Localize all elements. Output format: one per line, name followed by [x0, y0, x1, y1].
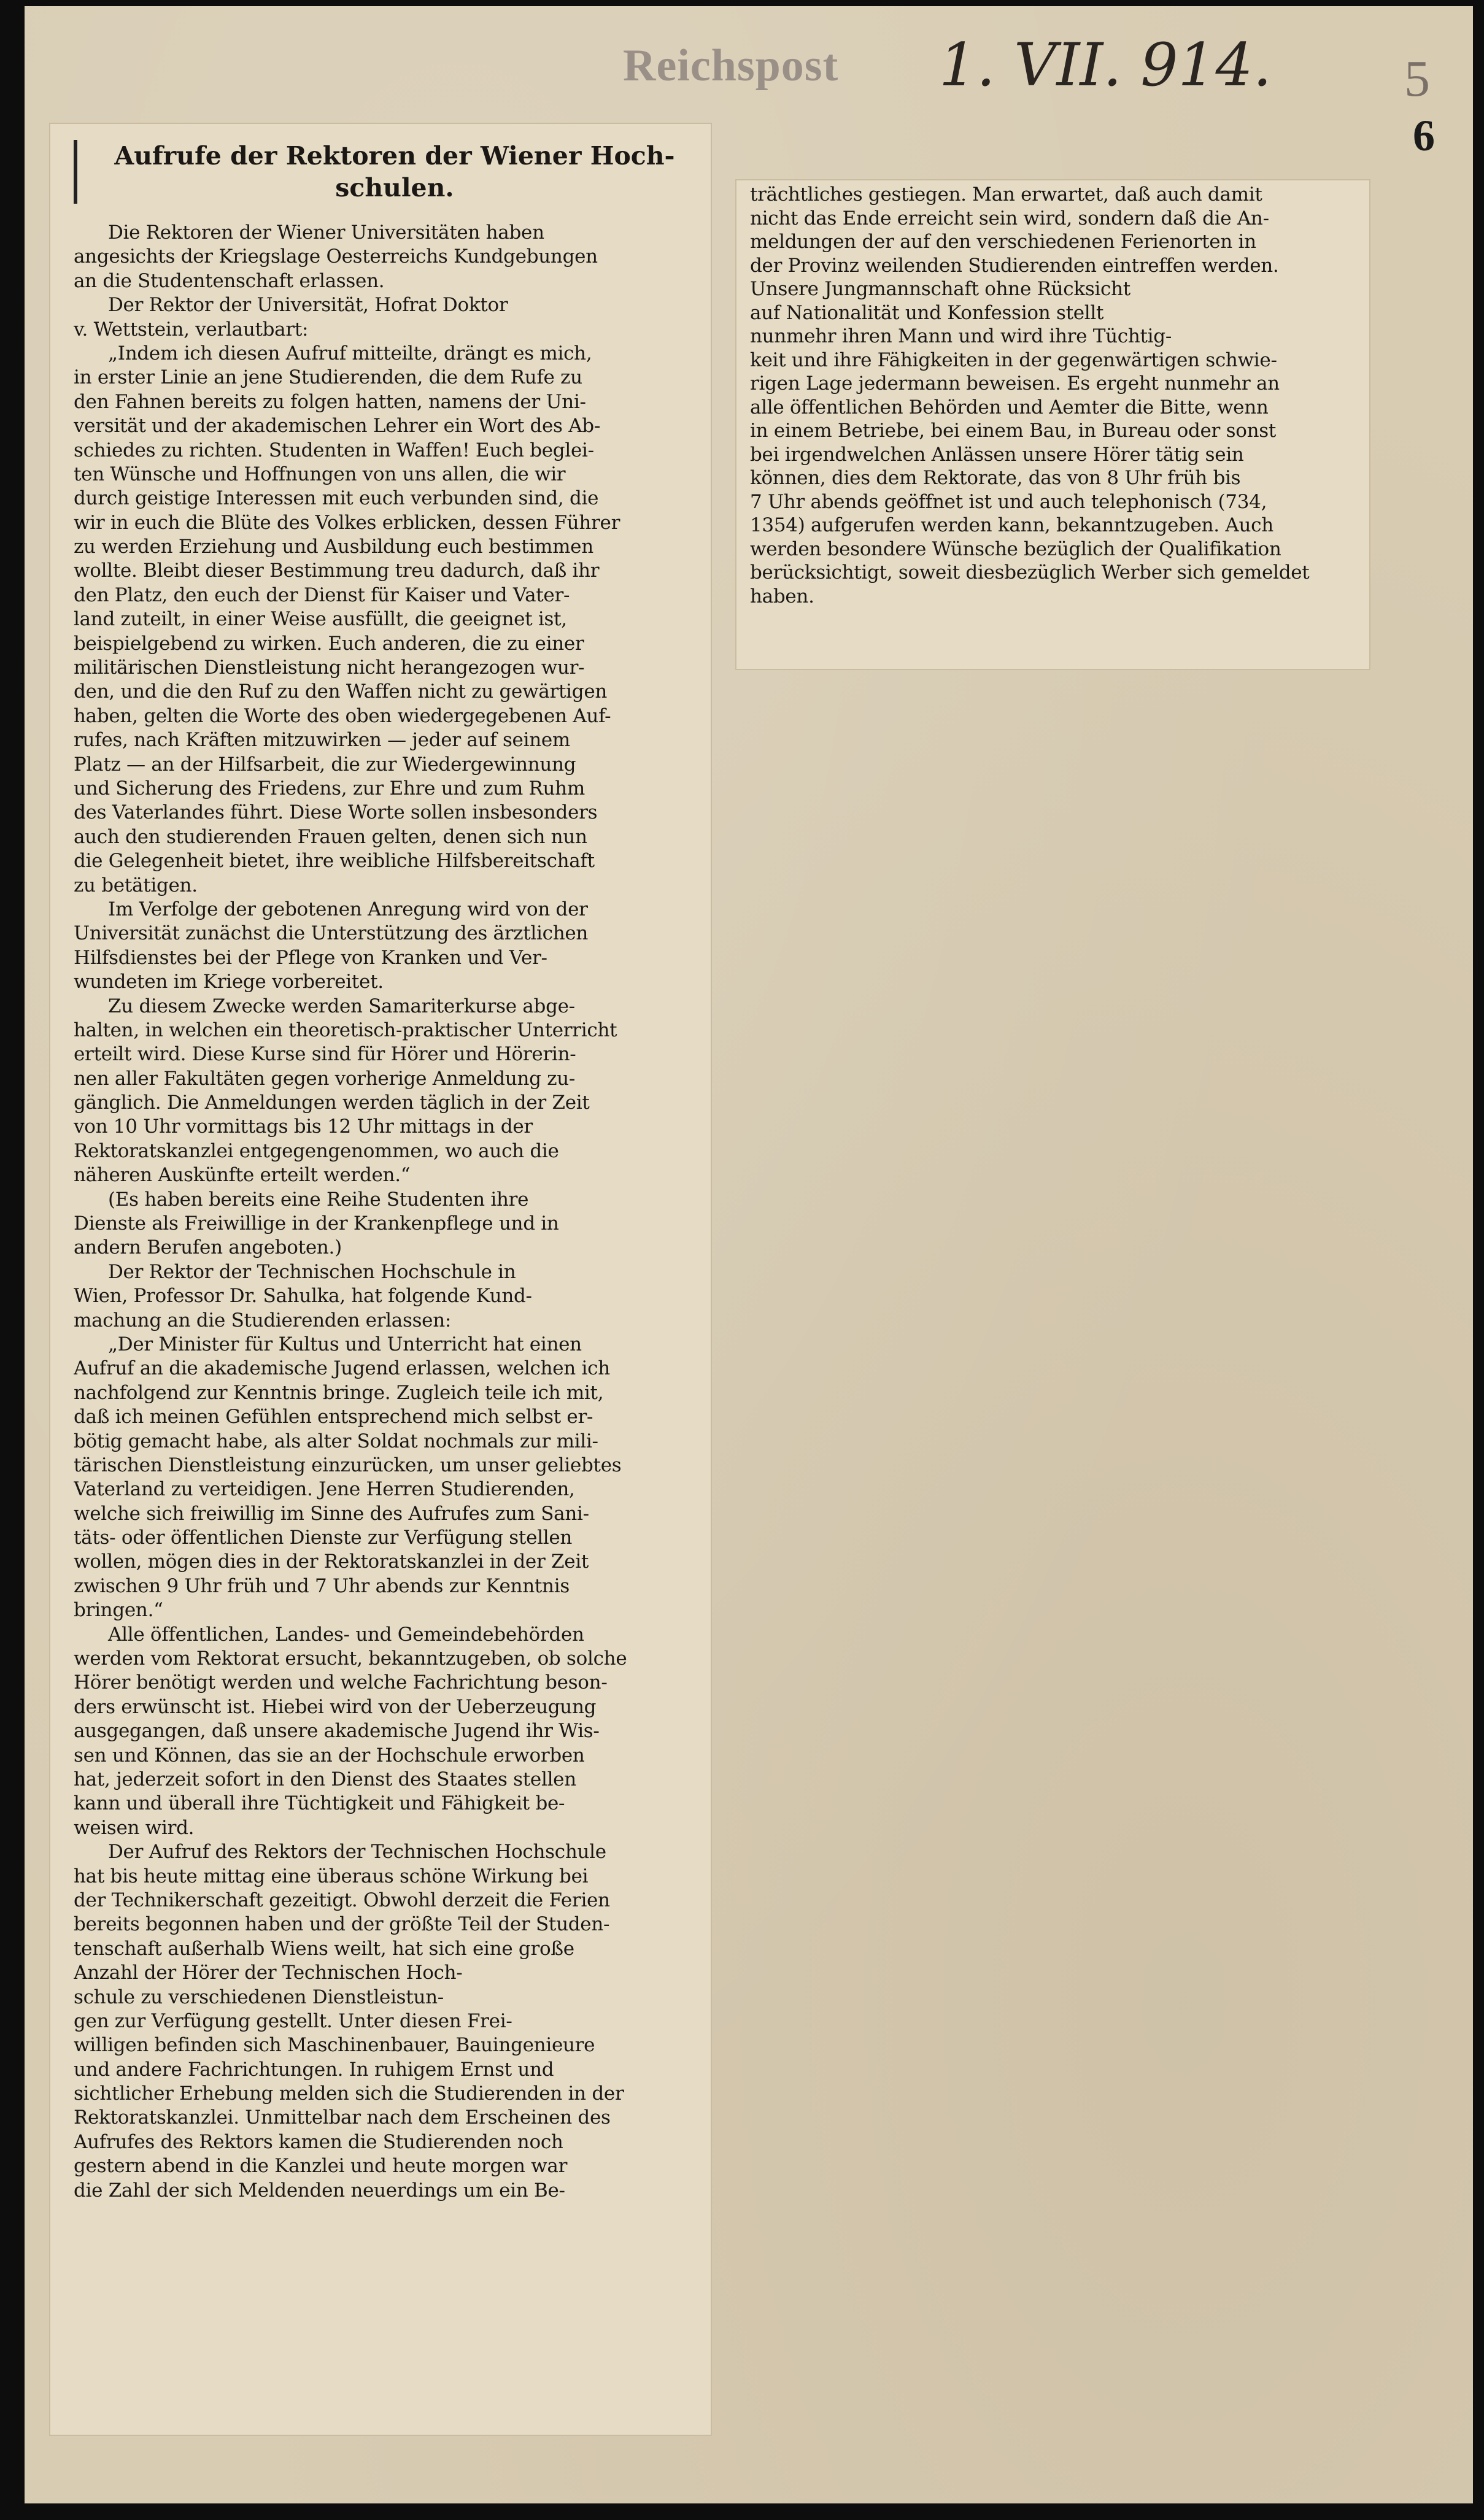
text-line: auch den studierenden Frauen gelten, denen sich nun [74, 825, 587, 848]
text-line: in erster Linie an jene Studierenden, die dem Rufe zu [74, 366, 582, 389]
text-line: bereits begonnen haben und der größte Teil der Studen- [74, 1913, 610, 1936]
text-line: Rektoratskanzlei. Unmittelbar nach dem Erscheinen des [74, 2106, 611, 2129]
text-line: Rektoratskanzlei entgegengenommen, wo auch die [74, 1139, 559, 1162]
text-line: bringen.“ [74, 1599, 163, 1622]
text-line: keit und ihre Fähigkeiten in der gegenwärtigen schwie- [750, 349, 1277, 371]
text-line: Alle öffentlichen, Landes- und Gemeindebehörden [108, 1623, 584, 1646]
text-line: Aufruf an die akademische Jugend erlassen, welchen ich [74, 1357, 610, 1380]
page-number-crossed: 5 [1404, 50, 1430, 107]
text-line: gestern abend in die Kanzlei und heute morgen war [74, 2155, 568, 2178]
text-line: Hörer benötigt werden und welche Fachrichtung beson- [74, 1671, 608, 1694]
text-line: halten, in welchen ein theoretisch-praktischer Unterricht [74, 1019, 617, 1041]
text-line: nunmehr ihren Mann und wird ihre Tüchtig- [750, 325, 1172, 347]
text-line: näheren Auskünfte erteilt werden.“ [74, 1164, 411, 1187]
text-line: Hilfsdienstes bei der Pflege von Kranken und Ver- [74, 946, 547, 969]
text-line: ausgegangen, daß unsere akademische Jugend ihr Wis- [74, 1720, 600, 1743]
text-line: zwischen 9 Uhr früh und 7 Uhr abends zur Kenntnis [74, 1574, 570, 1597]
text-line: zu betätigen. [74, 874, 198, 896]
text-line: nen aller Fakultäten gegen vorherige Anmeldung zu- [74, 1067, 576, 1090]
text-line: sichtlicher Erhebung melden sich die Studierenden in der [74, 2083, 624, 2105]
text-line: Die Rektoren der Wiener Universitäten haben [108, 222, 544, 244]
text-line: der Provinz weilenden Studierenden eintreffen werden. [750, 254, 1279, 277]
text-line: auf Nationalität und Konfession stellt [750, 301, 1104, 324]
title-line: schulen. [335, 173, 454, 202]
left-column-text [74, 221, 700, 2203]
text-line: andern Berufen angeboten.) [74, 1236, 342, 1259]
text-line: den, und die den Ruf zu den Waffen nicht zu gewärtigen [74, 680, 608, 703]
text-line: 1354) aufgerufen werden kann, bekanntzugeben. Auch [750, 514, 1273, 536]
text-line: Anzahl der Hörer der Technischen Hoch- [74, 1962, 463, 1984]
text-line: werden besondere Wünsche bezüglich der Qualifikation [750, 538, 1281, 560]
text-line: der Technikerschaft gezeitigt. Obwohl derzeit die Ferien [74, 1889, 610, 1911]
text-line: bei irgendwelchen Anlässen unsere Hörer tätig sein [750, 443, 1244, 466]
text-line: können, dies dem Rektorate, das von 8 Uhr früh bis [750, 467, 1241, 489]
text-line: wollen, mögen dies in der Rektoratskanzlei in der Zeit [74, 1551, 589, 1573]
text-line: daß ich meinen Gefühlen entsprechend mich selbst er- [74, 1406, 593, 1428]
text-line: hat, jederzeit sofort in den Dienst des Staates stellen [74, 1768, 576, 1790]
text-line: Im Verfolge der gebotenen Anregung wird von der [108, 898, 588, 920]
text-line: täts- oder öffentlichen Dienste zur Verfügung stellen [74, 1527, 573, 1549]
text-line: kann und überall ihre Tüchtigkeit und Fähigkeit be- [74, 1792, 565, 1815]
text-line: gen zur Verfügung gestellt. Unter diesen Frei- [74, 2009, 512, 2032]
text-line: den Platz, den euch der Dienst für Kaiser und Vater- [74, 584, 570, 606]
text-line: durch geistige Interessen mit euch verbunden sind, die [74, 487, 599, 510]
page-number: 6 [1413, 111, 1435, 160]
text-line: militärischen Dienstleistung nicht herangezogen wur- [74, 657, 585, 679]
text-line: wollte. Bleibt dieser Bestimmung treu dadurch, daß ihr [74, 560, 600, 582]
text-line: an die Studentenschaft erlassen. [74, 269, 385, 292]
text-line: beispielgebend zu wirken. Euch anderen, die zu einer [74, 632, 584, 655]
text-line: Platz — an der Hilfsarbeit, die zur Wiedergewinnung [74, 753, 576, 776]
text-line: Dienste als Freiwillige in der Krankenpflege und in [74, 1212, 559, 1235]
text-line: Zu diesem Zwecke werden Samariterkurse abge- [108, 995, 575, 1017]
text-line: trächtliches gestiegen. Man erwartet, daß auch damit [750, 183, 1262, 206]
text-line: bötig gemacht habe, als alter Soldat nochmals zur mili- [74, 1430, 598, 1452]
text-line: werden vom Rektorat ersucht, bekanntzugeben, ob solche [74, 1647, 627, 1670]
text-line: ten Wünsche und Hoffnungen von uns allen, die wir [74, 463, 566, 485]
text-line: haben, gelten die Worte des oben wiedergegebenen Auf- [74, 704, 611, 727]
text-line: wundeten im Kriege vorbereitet. [74, 971, 384, 993]
text-line: Der Rektor der Technischen Hochschule in [108, 1260, 516, 1283]
text-line: schule zu verschiedenen Dienstleistun- [74, 1986, 444, 2008]
newspaper-stamp: Reichspost [623, 40, 839, 91]
text-line: in einem Betriebe, bei einem Bau, in Bureau oder sonst [750, 420, 1277, 442]
text-line: Aufrufes des Rektors kamen die Studierenden noch [74, 2130, 563, 2153]
text-line: berücksichtigt, soweit diesbezüglich Werber sich gemeldet [750, 561, 1310, 584]
text-line: welche sich freiwillig im Sinne des Aufrufes zum Sani- [74, 1502, 589, 1525]
text-line: Vaterland zu verteidigen. Jene Herren Studierenden, [74, 1478, 575, 1501]
text-line: Unsere Jungmannschaft ohne Rücksicht [750, 278, 1130, 300]
text-line: und Sicherung des Friedens, zur Ehre und zum Ruhm [74, 777, 585, 800]
text-line: willigen befinden sich Maschinenbauer, Bauingenieure [74, 2034, 595, 2057]
text-line: die Gelegenheit bietet, ihre weibliche Hilfsbereitschaft [74, 850, 595, 873]
text-line: v. Wettstein, verlautbart: [74, 318, 309, 341]
right-column-text [750, 183, 1361, 608]
text-line: gänglich. Die Anmeldungen werden täglich in der Zeit [74, 1092, 590, 1114]
clipping-right-column [735, 179, 1370, 670]
text-line: Der Rektor der Universität, Hofrat Doktor [108, 294, 508, 317]
text-line: angesichts der Kriegslage Oesterreichs Kundgebungen [74, 245, 598, 268]
title-line: Aufrufe der Rektoren der Wiener Hoch- [114, 141, 675, 171]
text-line: zu werden Erziehung und Ausbildung euch bestimmen [74, 536, 593, 558]
clipping-left-column [49, 123, 712, 2436]
text-line: die Zahl der sich Meldenden neuerdings um ein Be- [74, 2179, 565, 2202]
text-line: ders erwünscht ist. Hiebei wird von der Ueberzeugung [74, 1695, 597, 1718]
text-line: den Fahnen bereits zu folgen hatten, namens der Uni- [74, 390, 586, 413]
text-line: erteilt wird. Diese Kurse sind für Hörer und Hörerin- [74, 1043, 576, 1066]
text-line: machung an die Studierenden erlassen: [74, 1309, 452, 1331]
text-line: „Der Minister für Kultus und Unterricht hat einen [108, 1333, 582, 1355]
text-line: rufes, nach Kräften mitzuwirken — jeder auf seinem [74, 729, 571, 752]
text-line: (Es haben bereits eine Reihe Studenten ihre [108, 1188, 529, 1211]
text-line: Der Aufruf des Rektors der Technischen Hochschule [108, 1841, 606, 1863]
text-line: Wien, Professor Dr. Sahulka, hat folgende Kund- [74, 1285, 532, 1308]
text-line: meldungen der auf den verschiedenen Ferienorten in [750, 231, 1256, 253]
text-line: rigen Lage jedermann beweisen. Es ergeht nunmehr an [750, 372, 1280, 395]
text-line: nicht das Ende erreicht sein wird, sondern daß die An- [750, 207, 1269, 229]
text-line: alle öffentlichen Behörden und Aemter die Bitte, wenn [750, 396, 1269, 418]
text-line: „Indem ich diesen Aufruf mitteilte, drängt es mich, [108, 342, 592, 364]
text-line: des Vaterlandes führt. Diese Worte sollen insbesonders [74, 801, 598, 824]
text-line: haben. [750, 585, 814, 607]
text-line: weisen wird. [74, 1816, 195, 1839]
text-line: nachfolgend zur Kenntnis bringe. Zugleich teile ich mit, [74, 1381, 604, 1404]
text-line: sen und Können, das sie an der Hochschule erworben [74, 1744, 585, 1767]
text-line: und andere Fachrichtungen. In ruhigem Ernst und [74, 2058, 554, 2081]
text-line: tärischen Dienstleistung einzurücken, um unser geliebtes [74, 1454, 622, 1476]
text-line: wir in euch die Blüte des Volkes erblicken, dessen Führer [74, 511, 620, 534]
text-line: 7 Uhr abends geöffnet ist und auch telephonisch (734, [750, 490, 1267, 513]
article-title [74, 140, 705, 204]
text-line: schiedes zu richten. Studenten in Waffen! Euch beglei- [74, 439, 594, 461]
text-line: tenschaft außerhalb Wiens weilt, hat sich eine große [74, 1937, 574, 1960]
text-line: von 10 Uhr vormittags bis 12 Uhr mittags in der [74, 1116, 533, 1138]
handwritten-date: 1. VII. 914. [939, 31, 1272, 99]
text-line: land zuteilt, in einer Weise ausfüllt, die geeignet ist, [74, 608, 567, 631]
text-line: hat bis heute mittag eine überaus schöne Wirkung bei [74, 1865, 589, 1887]
text-line: versität und der akademischen Lehrer ein Wort des Ab- [74, 415, 601, 437]
text-line: Universität zunächst die Unterstützung des ärztlichen [74, 922, 589, 945]
